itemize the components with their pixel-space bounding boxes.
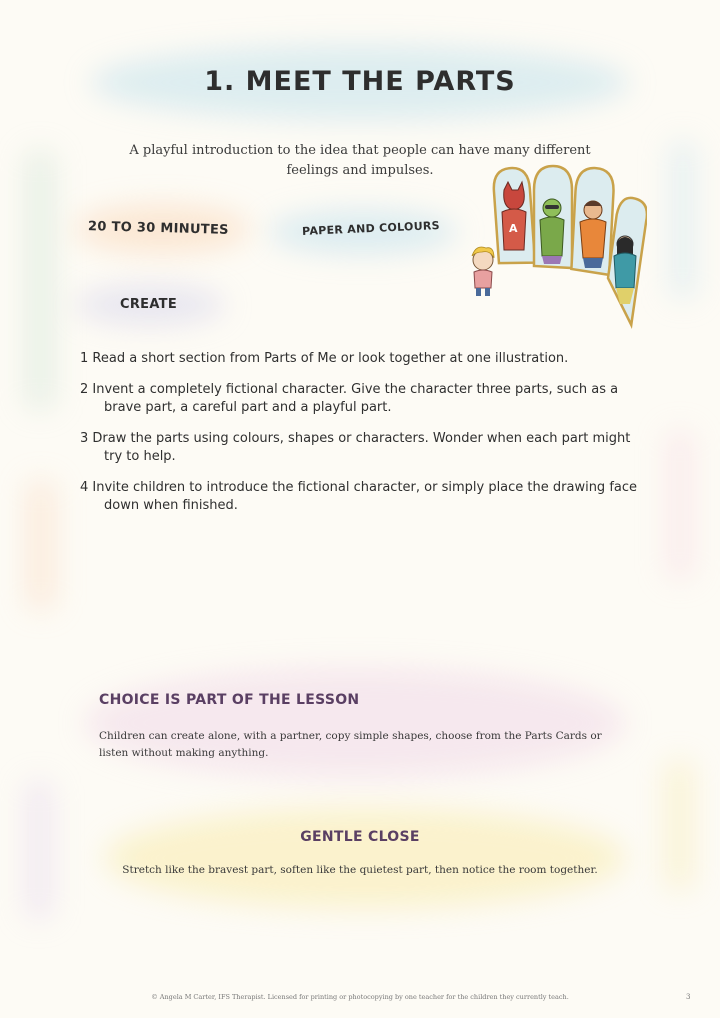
intro-text: A playful introduction to the idea that people can have many different feelings and impulses. (129, 143, 591, 178)
step-item: 3 Draw the parts using colours, shapes or characters. Wonder when each part might try to help. (80, 431, 631, 464)
step-item: 4 Invite children to introduce the fictional character, or simply place the drawing face down when finished. (80, 480, 638, 513)
choice-heading: CHOICE IS PART OF THE LESSON (99, 692, 360, 708)
steps-list (80, 350, 640, 528)
activity-label: CREATE (120, 297, 178, 312)
svg-text:A: A (509, 222, 518, 235)
child-figure (472, 247, 494, 296)
page-title: 1. MEET THE PARTS (204, 66, 516, 97)
page-number: 3 (686, 993, 691, 1001)
choice-text: Children can create alone, with a partner, copy simple shapes, choose from the Parts Cards or listen without making anything. (99, 730, 602, 759)
gentle-close-heading: GENTLE CLOSE (300, 829, 420, 845)
left-margin-wash (24, 780, 54, 920)
gentle-close-text: Stretch like the bravest part, soften like the quietest part, then notice the room together. (122, 864, 598, 876)
child-looking-at-four-part-mirrors-icon (462, 160, 647, 330)
duration-label: 20 TO 30 MINUTES (87, 219, 229, 238)
right-margin-wash (668, 140, 698, 300)
step-item: 1 Read a short section from Parts of Me or look together at one illustration. (80, 351, 569, 366)
step-item: 2 Invent a completely fictional character. Give the character three parts, such as a brave part, a careful part and a playful part. (80, 382, 619, 415)
copyright-footer: © Angela M Carter, IFS Therapist. Licensed for printing or photocopying by one teacher for the children they currently teach. (151, 993, 569, 1001)
green-part-figure (540, 199, 564, 264)
orange-part-figure (580, 201, 606, 268)
red-part-figure (502, 182, 526, 250)
materials-label: PAPER AND COLOURS (301, 218, 441, 239)
close-watercolour-wash (105, 808, 625, 908)
right-margin-wash (665, 430, 695, 580)
left-margin-wash (24, 150, 56, 410)
left-margin-wash (26, 480, 56, 610)
